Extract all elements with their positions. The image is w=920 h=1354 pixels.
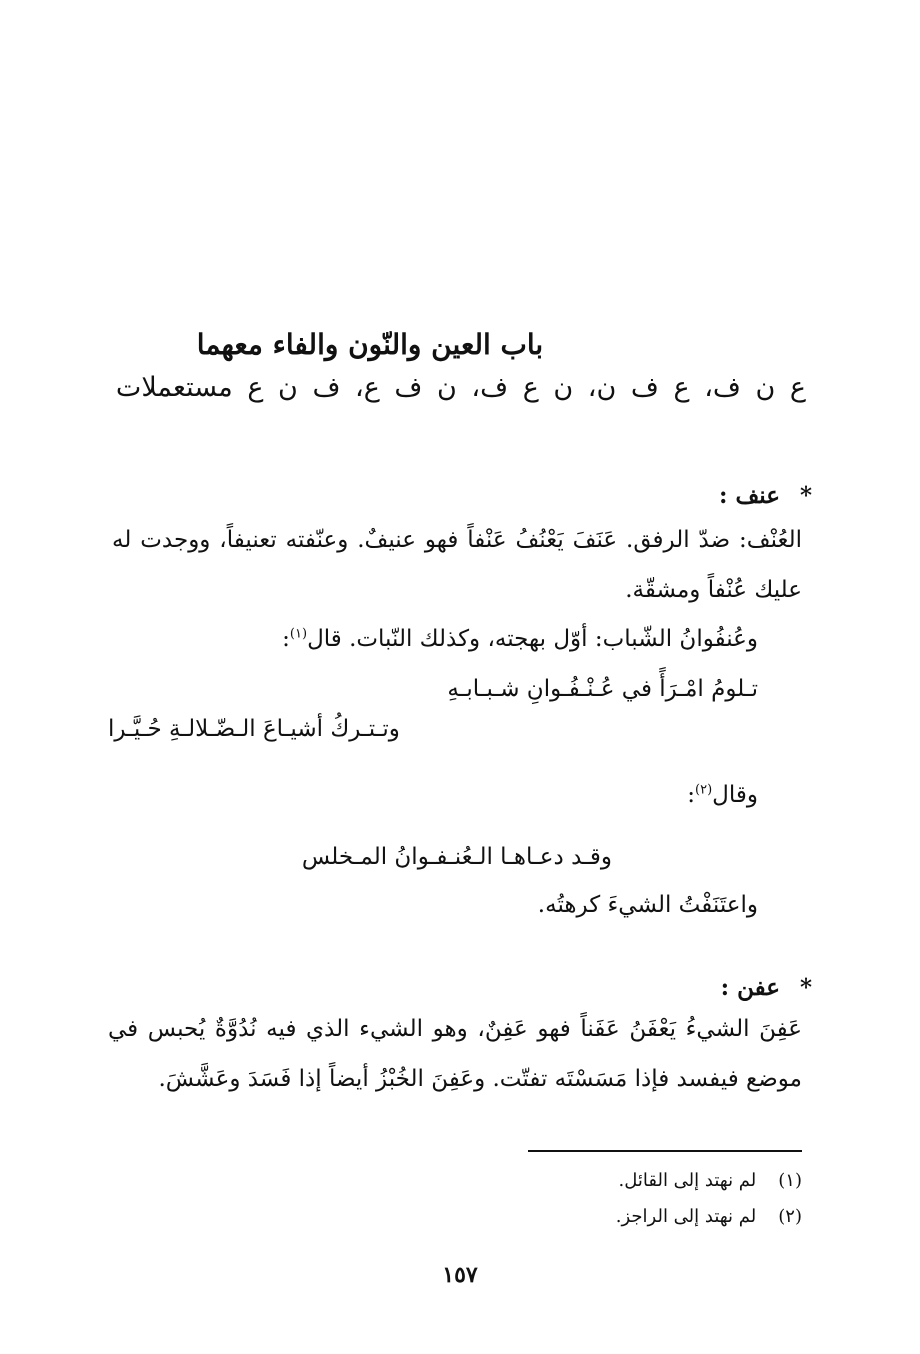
entry-heading-text: عنف : (718, 482, 780, 509)
verse-line-2: وقـد دعـاهـا الـعُنـفـوانُ المـخلس (301, 844, 612, 870)
footnote-ref-2: (٢) (695, 782, 713, 798)
footnote-text: لم نهتد إلى الراجز. (615, 1206, 757, 1227)
footnote-number: (٢) (778, 1206, 802, 1227)
footnote-divider (528, 1150, 802, 1152)
paragraph-colon: : (282, 626, 290, 652)
entry-heading-anf (719, 482, 812, 509)
verse-line-1a: تـلومُ امْـرَأً في عُـنْـفُـوانِ شـبـابـهِ (447, 676, 758, 702)
entry-star-marker: * (799, 974, 812, 1001)
entry-qaal-2 (687, 770, 758, 820)
page-number: ١٥٧ (442, 1262, 478, 1288)
entry-star-marker: * (799, 482, 812, 509)
entry-heading-afn (721, 974, 812, 1001)
chapter-title: باب العين والنّون والفاء معهما (196, 328, 544, 361)
chapter-subtitle: ع ن ف، ع ف ن، ن ع ف، ن ف ع، ف ن ع مستعملات (115, 372, 806, 403)
footnote-number: (١) (778, 1170, 802, 1191)
entry-heading-text: عفن : (720, 974, 780, 1001)
entry-paragraph-afn: عَفِنَ الشيءُ يَعْفَنُ عَفَناً فهو عَفِنٌ، وهو الشيء الذي فيه نُدُوَّةٌ يُحبس في موضع فيفسد فإذا مَسَسْتَه تفتّت. وعَفِنَ الخُبْزُ أيضاً إذا فَسَدَ وعَشَّشَ. (108, 1016, 802, 1092)
footnote-2 (616, 1206, 802, 1227)
entry-paragraph-youth (282, 614, 758, 664)
qaal-text: وقال (712, 782, 758, 808)
qaal-colon: : (687, 782, 696, 808)
entry-last-line: واعتَنَفْتُ الشيءَ كرهتُه. (537, 892, 758, 918)
footnote-text: لم نهتد إلى القائل. (618, 1170, 757, 1191)
verse-line-1b: وتـتـركُ أشيـاعَ الـضّـلالـةِ حُـيَّـرا (108, 716, 400, 742)
footnote-1 (619, 1170, 802, 1191)
paragraph-text: وعُنفُوانُ الشّباب: أوّل بهجته، وكذلك النّبات. قال (307, 626, 758, 652)
footnote-ref-1: (١) (289, 626, 308, 642)
entry-paragraph: العُنْف: ضدّ الرفق. عَنَفَ يَعْنُفُ عَنْفاً فهو عنيفٌ. وعنّفته تعنيفاً، ووجدت له عليك عُنْفاً ومشقّة. (112, 527, 802, 603)
